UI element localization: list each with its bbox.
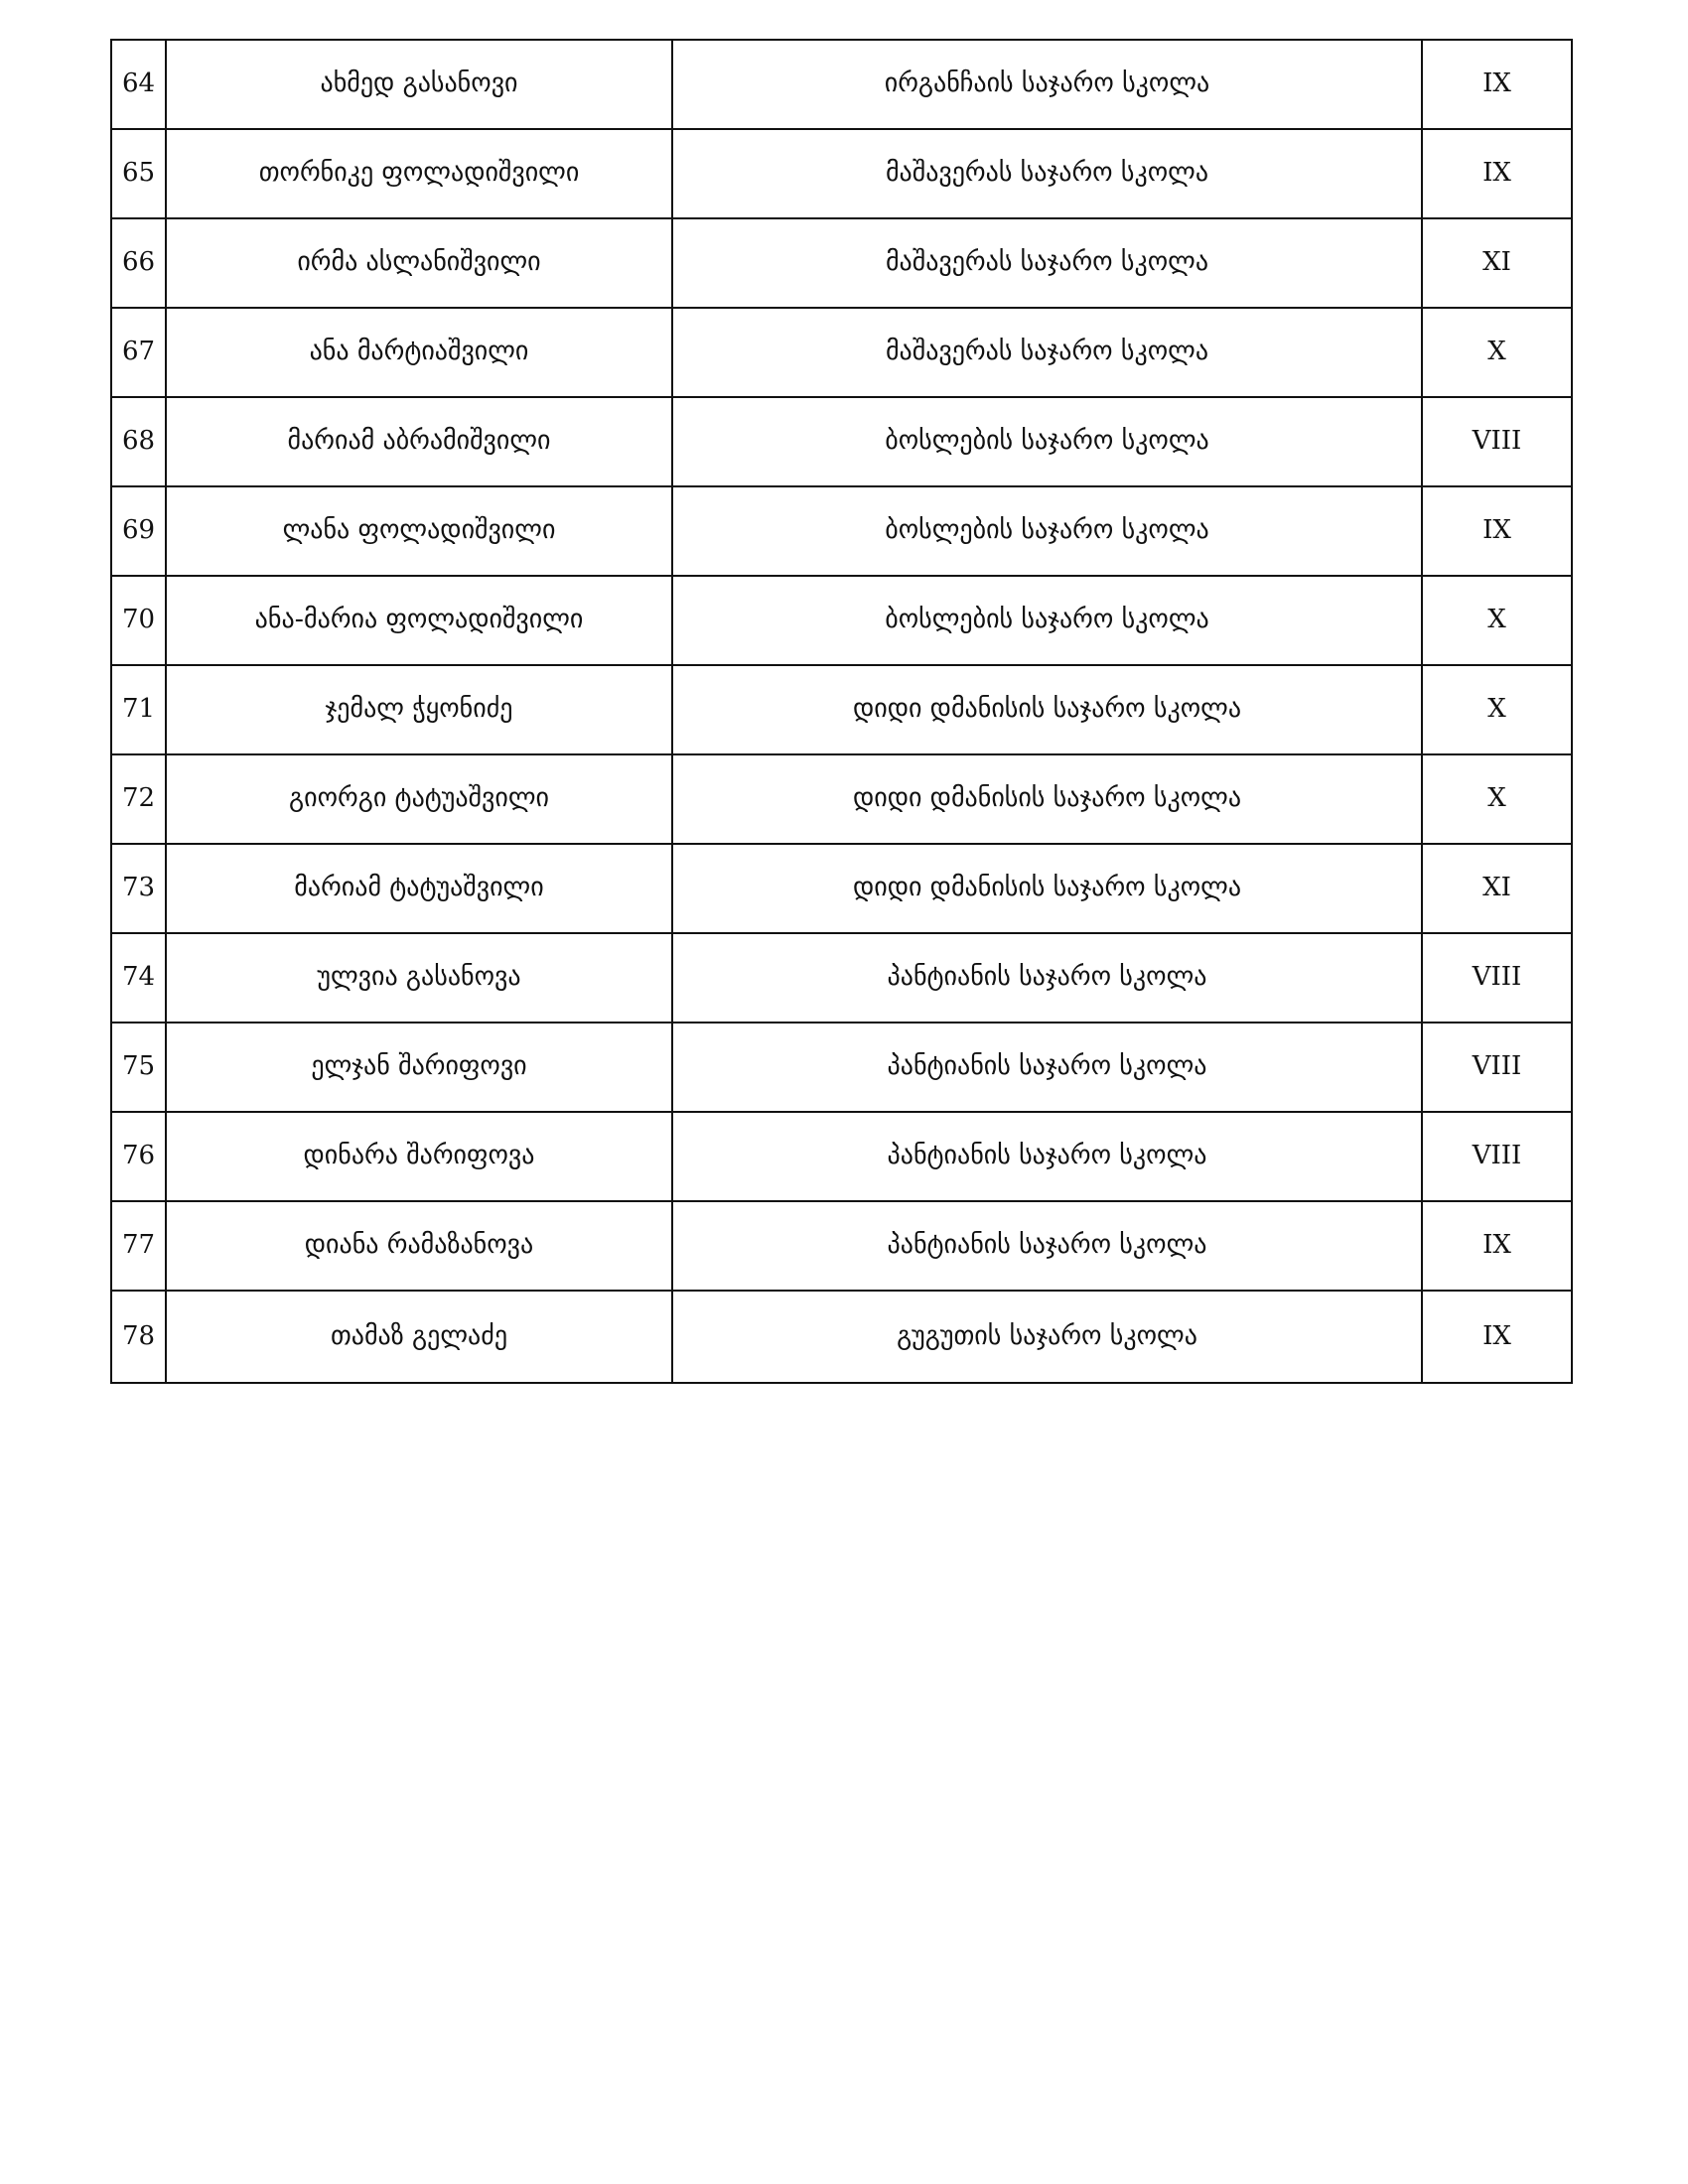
row-number-cell: 65: [111, 129, 166, 218]
school-name-cell: პანტიანის საჯარო სკოლა: [672, 1201, 1422, 1291]
table-row: [111, 308, 1572, 397]
student-table: [110, 39, 1573, 1384]
table-row: [111, 1291, 1572, 1383]
school-name-cell: ირგანჩაის საჯარო სკოლა: [672, 40, 1422, 129]
student-name-cell: ჯემალ ჭყონიძე: [166, 665, 672, 754]
row-number-cell: 77: [111, 1201, 166, 1291]
school-name-cell: პანტიანის საჯარო სკოლა: [672, 933, 1422, 1023]
student-name-cell: მარიამ ტატუაშვილი: [166, 844, 672, 933]
school-name-cell: დიდი დმანისის საჯარო სკოლა: [672, 844, 1422, 933]
table-row: [111, 933, 1572, 1023]
table-row: [111, 397, 1572, 486]
grade-cell: X: [1422, 576, 1572, 665]
row-number-cell: 71: [111, 665, 166, 754]
student-name-cell: თამაზ გელაძე: [166, 1291, 672, 1383]
grade-cell: IX: [1422, 40, 1572, 129]
school-name-cell: გუგუთის საჯარო სკოლა: [672, 1291, 1422, 1383]
grade-cell: XI: [1422, 844, 1572, 933]
student-name-cell: თორნიკე ფოლადიშვილი: [166, 129, 672, 218]
table-row: [111, 129, 1572, 218]
table-row: [111, 40, 1572, 129]
school-name-cell: დიდი დმანისის საჯარო სკოლა: [672, 665, 1422, 754]
row-number-cell: 75: [111, 1023, 166, 1112]
school-name-cell: ბოსლების საჯარო სკოლა: [672, 576, 1422, 665]
student-name-cell: ანა-მარია ფოლადიშვილი: [166, 576, 672, 665]
school-name-cell: მაშავერას საჯარო სკოლა: [672, 308, 1422, 397]
grade-cell: IX: [1422, 1291, 1572, 1383]
grade-cell: X: [1422, 754, 1572, 844]
row-number-cell: 69: [111, 486, 166, 576]
table-row: [111, 218, 1572, 308]
grade-cell: IX: [1422, 486, 1572, 576]
student-name-cell: დინარა შარიფოვა: [166, 1112, 672, 1201]
grade-cell: XI: [1422, 218, 1572, 308]
row-number-cell: 78: [111, 1291, 166, 1383]
student-name-cell: ულვია გასანოვა: [166, 933, 672, 1023]
row-number-cell: 67: [111, 308, 166, 397]
row-number-cell: 68: [111, 397, 166, 486]
table-row: [111, 754, 1572, 844]
school-name-cell: მაშავერას საჯარო სკოლა: [672, 218, 1422, 308]
table-row: [111, 844, 1572, 933]
table-row: [111, 486, 1572, 576]
grade-cell: VIII: [1422, 933, 1572, 1023]
grade-cell: VIII: [1422, 1112, 1572, 1201]
grade-cell: VIII: [1422, 1023, 1572, 1112]
student-name-cell: გიორგი ტატუაშვილი: [166, 754, 672, 844]
table-row: [111, 1023, 1572, 1112]
grade-cell: VIII: [1422, 397, 1572, 486]
table-body: [111, 40, 1572, 1383]
row-number-cell: 74: [111, 933, 166, 1023]
student-name-cell: ელჯან შარიფოვი: [166, 1023, 672, 1112]
school-name-cell: პანტიანის საჯარო სკოლა: [672, 1112, 1422, 1201]
row-number-cell: 73: [111, 844, 166, 933]
row-number-cell: 76: [111, 1112, 166, 1201]
row-number-cell: 70: [111, 576, 166, 665]
student-name-cell: ირმა ასლანიშვილი: [166, 218, 672, 308]
school-name-cell: პანტიანის საჯარო სკოლა: [672, 1023, 1422, 1112]
row-number-cell: 66: [111, 218, 166, 308]
student-name-cell: ახმედ გასანოვი: [166, 40, 672, 129]
table-row: [111, 576, 1572, 665]
student-name-cell: ანა მარტიაშვილი: [166, 308, 672, 397]
student-name-cell: მარიამ აბრამიშვილი: [166, 397, 672, 486]
row-number-cell: 64: [111, 40, 166, 129]
student-name-cell: ლანა ფოლადიშვილი: [166, 486, 672, 576]
school-name-cell: მაშავერას საჯარო სკოლა: [672, 129, 1422, 218]
grade-cell: X: [1422, 308, 1572, 397]
school-name-cell: ბოსლების საჯარო სკოლა: [672, 486, 1422, 576]
student-name-cell: დიანა რამაზანოვა: [166, 1201, 672, 1291]
row-number-cell: 72: [111, 754, 166, 844]
table-row: [111, 1112, 1572, 1201]
grade-cell: IX: [1422, 1201, 1572, 1291]
school-name-cell: ბოსლების საჯარო სკოლა: [672, 397, 1422, 486]
grade-cell: X: [1422, 665, 1572, 754]
table-row: [111, 1201, 1572, 1291]
school-name-cell: დიდი დმანისის საჯარო სკოლა: [672, 754, 1422, 844]
table-row: [111, 665, 1572, 754]
grade-cell: IX: [1422, 129, 1572, 218]
